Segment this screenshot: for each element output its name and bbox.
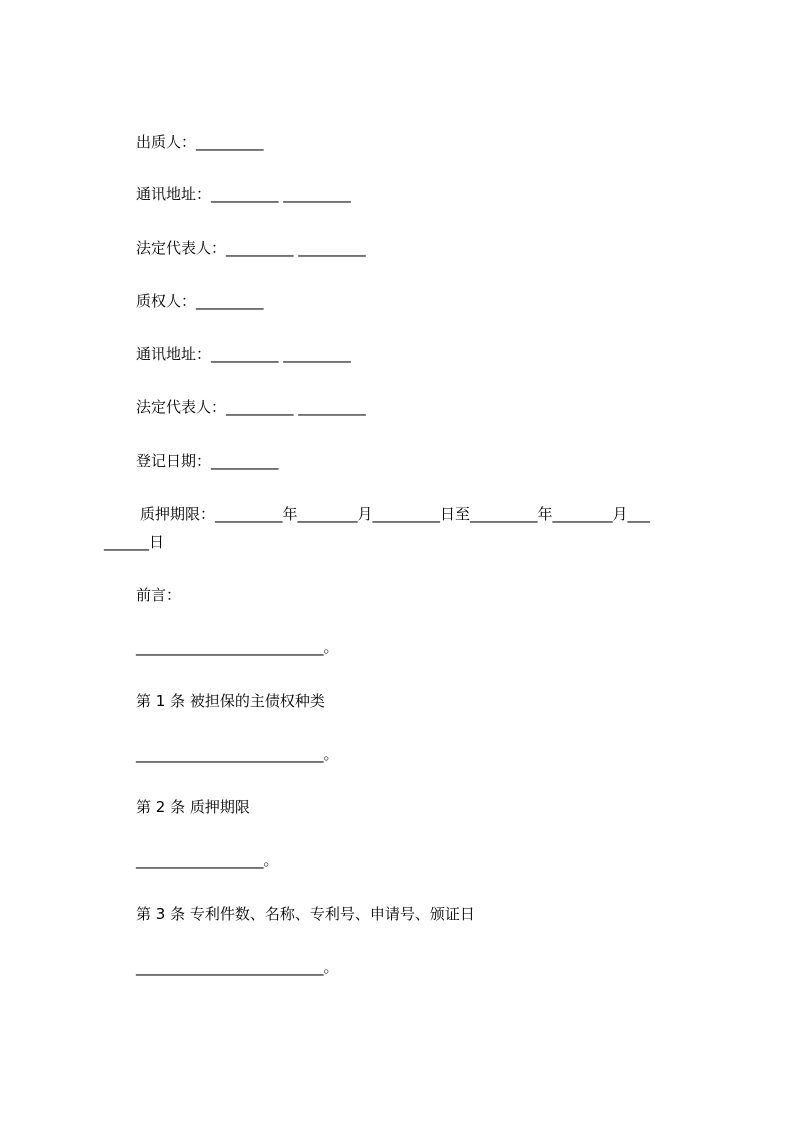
article-1-blank: _________________________。 [136, 745, 339, 763]
pledgee-line: 质权人：_________ [136, 292, 264, 310]
pledge-term-line: 质押期限：_________年________月_________日至_________年________月___ [140, 505, 651, 523]
pledgee-legal-representative-line: 法定代表人：_________ _________ [136, 398, 366, 416]
preface-blank: _________________________。 [136, 638, 339, 656]
pledgee-address-line: 通讯地址：_________ _________ [136, 345, 351, 363]
pledgor-legal-representative-line: 法定代表人：_________ _________ [136, 239, 366, 257]
preface-heading: 前言： [136, 586, 182, 604]
pledgor-line: 出质人：_________ [136, 133, 264, 151]
article-1-heading: 第 1 条 被担保的主债权种类 [136, 692, 325, 710]
article-2-heading: 第 2 条 质押期限 [136, 798, 250, 816]
registration-date-line: 登记日期：_________ [136, 452, 279, 470]
article-2-blank: _________________。 [136, 851, 279, 869]
pledgor-address-line: 通讯地址：_________ _________ [136, 185, 351, 203]
article-3-blank: _________________________。 [136, 958, 339, 976]
pledge-term-continuation: ______日 [104, 533, 165, 551]
article-3-heading: 第 3 条 专利件数、名称、专利号、申请号、颁证日 [136, 905, 475, 923]
